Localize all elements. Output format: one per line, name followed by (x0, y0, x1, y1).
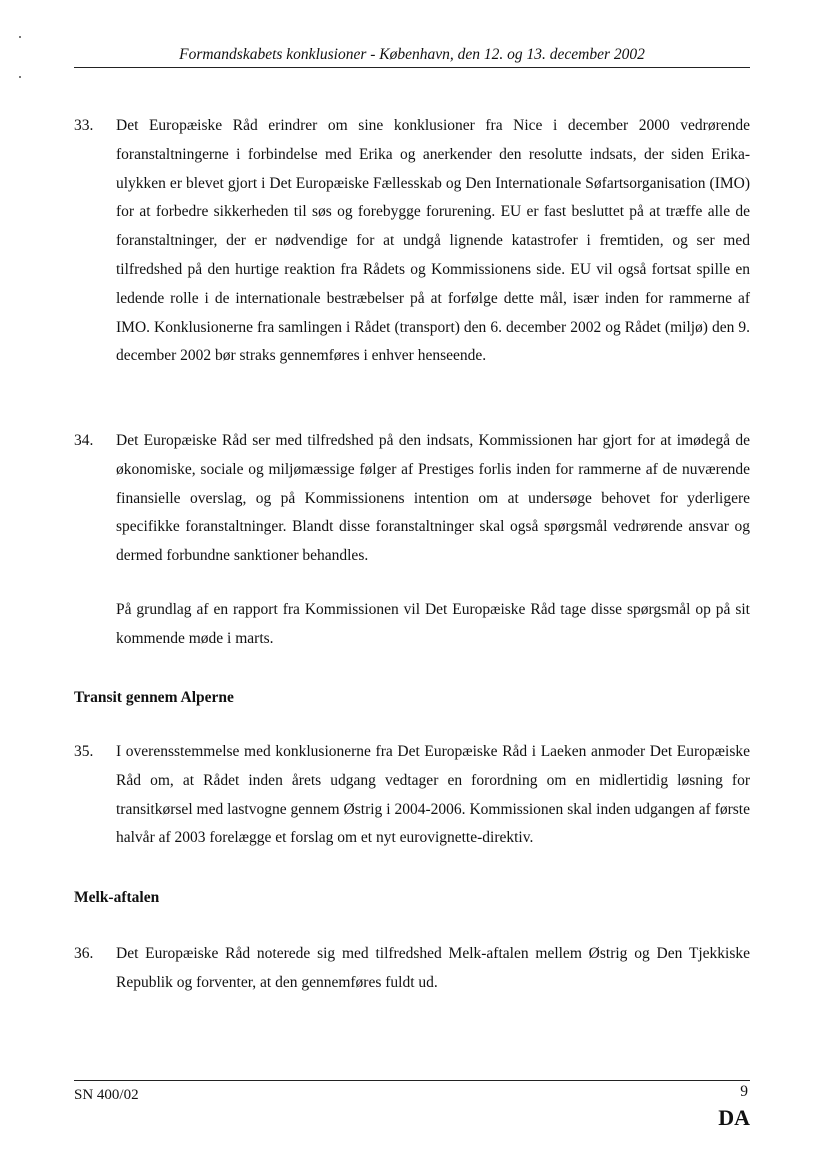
paragraph-text: Det Europæiske Råd ser med tilfredshed på den indsats, Kommissionen har gjort for at imødegå de økonomiske, sociale og miljømæssige følger af Prestiges forlis inden for rammerne af de nuværende finansielle overslag, og på Kommissionens intention om at undersøge behovet for yderligere specifikke foranstaltninger. Blandt disse foranstaltninger skal også spørgsmål vedrørende ansvar og dermed forbundne sanktioner behandles. (116, 432, 750, 565)
paragraph-number: 35. (74, 743, 94, 760)
paragraph-number: 33. (74, 117, 94, 134)
paragraph-number: 36. (74, 945, 94, 962)
header-rule (74, 67, 750, 68)
paragraph-33 (74, 112, 750, 371)
paragraph-number: 34. (74, 432, 94, 449)
paragraph-36 (74, 940, 750, 998)
footer-rule (74, 1080, 750, 1081)
paragraph-35 (74, 738, 750, 853)
paragraph-34 (74, 427, 750, 571)
scan-speck (19, 36, 21, 38)
paragraph-text: Det Europæiske Råd noterede sig med tilfredshed Melk-aftalen mellem Østrig og Den Tjekkiske Republik og forventer, at den gennemføres fuldt ud. (116, 945, 750, 991)
document-reference: SN 400/02 (74, 1087, 139, 1103)
paragraph-text: Det Europæiske Råd erindrer om sine konklusioner fra Nice i december 2000 vedrørende foranstaltningerne i forbindelse med Erika og anerkender den resolutte indsats, der siden Erika-ulykken er blevet gjort i Det Europæiske Fællesskab og Den Internationale Søfartsorganisation (IMO) for at forbedre sikkerheden til søs og forebygge forurening. EU er fast besluttet på at træffe alle de foranstaltninger, der er nødvendige for at undgå lignende katastrofer i fremtiden, og ser med tilfredshed på den hurtige reaktion fra Rådets og Kommissionens side. EU vil også fortsat spille en ledende rolle i de internationale bestræbelser på at forfølge dette mål, især inden for rammerne af IMO. Konklusionerne fra samlingen i Rådet (transport) den 6. december 2002 og Rådet (miljø) den 9. december 2002 bør straks gennemføres i enhver henseende. (116, 117, 750, 365)
scan-speck (19, 76, 21, 78)
section-heading-transit: Transit gennem Alperne (74, 689, 234, 706)
section-heading-melk: Melk-aftalen (74, 889, 160, 906)
paragraph-text: I overensstemmelse med konklusionerne fra Det Europæiske Råd i Laeken anmoder Det Europæiske Råd om, at Rådet inden årets udgang vedtager en forordning om en midlertidig løsning for transitkørsel med lastvogne gennem Østrig i 2004-2006. Kommissionen skal inden udgangen af første halvår af 2003 forelægge et forslag om et nyt eurovignette-direktiv. (116, 743, 750, 847)
page-number: 9 (740, 1083, 748, 1100)
running-header: Formandskabets konklusioner - København, den 12. og 13. december 2002 (179, 46, 645, 63)
language-code: DA (718, 1105, 750, 1130)
paragraph-34-continuation: På grundlag af en rapport fra Kommissionen vil Det Europæiske Råd tage disse spørgsmål op på sit kommende møde i marts. (116, 601, 750, 647)
